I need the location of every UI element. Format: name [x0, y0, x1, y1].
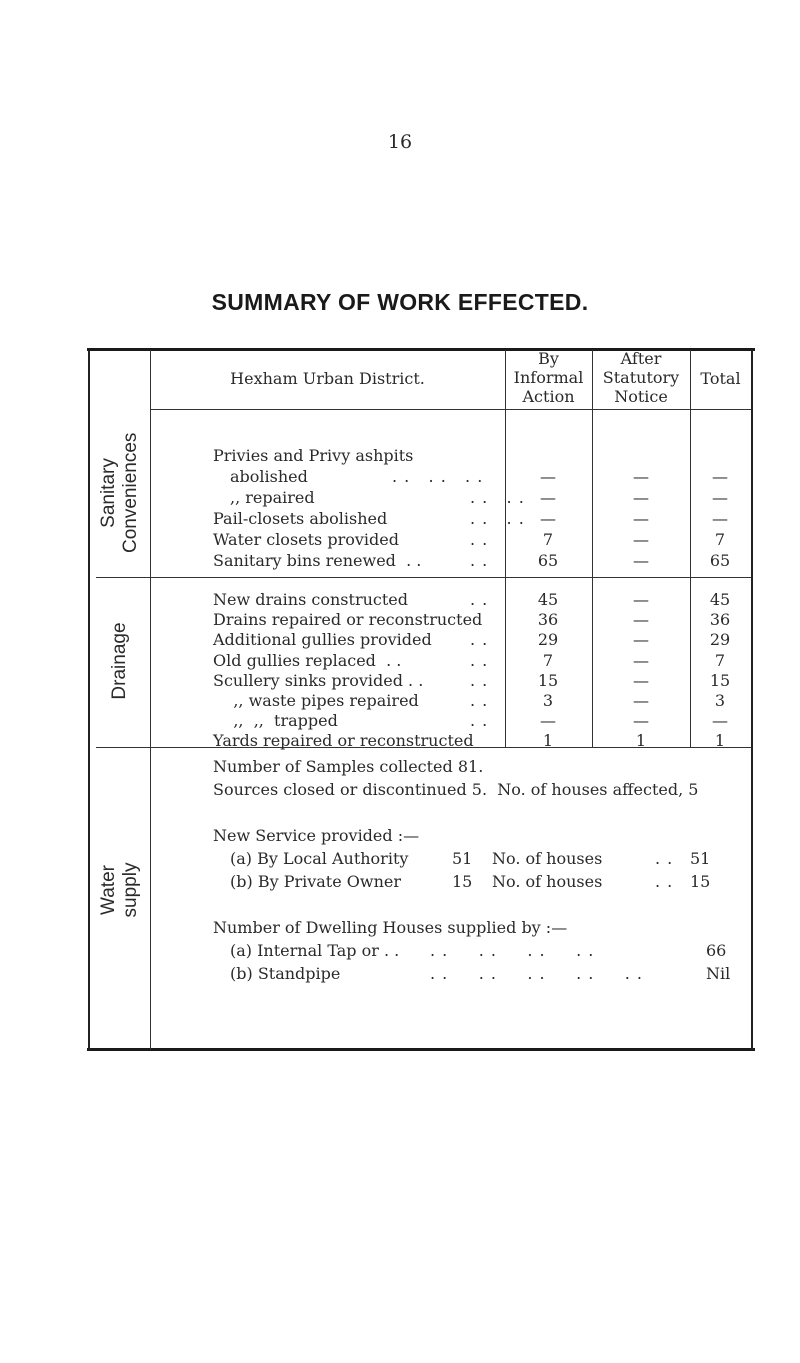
cell-total: 3	[714, 691, 726, 710]
page-number: 16	[387, 131, 413, 153]
row-leader-dots: . .	[470, 530, 489, 549]
standpipe-dots: . . . . . . . . . .	[430, 964, 644, 983]
row-leader-dots: . .	[470, 551, 489, 570]
row-label: ,, ,, trapped	[213, 711, 338, 731]
row-leader-dots: . . . . . .	[392, 467, 484, 486]
water-new-service: New Service provided :—	[213, 826, 420, 845]
cell-informal: 3	[542, 691, 554, 710]
cell-statutory: —	[633, 530, 649, 549]
cell-statutory: —	[633, 711, 649, 731]
private-owner-houses: 15	[690, 872, 711, 891]
cell-statutory: —	[633, 691, 649, 710]
cell-total: 7	[714, 650, 726, 670]
sanitary-side-label	[98, 433, 142, 553]
internal-tap-label: (a) Internal Tap or . .	[230, 941, 400, 960]
header-district: Hexham Urban District.	[230, 369, 425, 388]
cell-informal: —	[540, 488, 556, 507]
standpipe-label: (b) Standpipe	[230, 964, 341, 983]
header-informal-line-2: Informal	[513, 368, 584, 387]
header-statutory-line-1: After	[620, 349, 662, 368]
row-label: Drains repaired or reconstructed	[213, 610, 483, 630]
private-owner-houses-label: No. of houses	[492, 872, 603, 891]
water-side-label	[98, 850, 142, 930]
cell-informal: 1	[542, 731, 554, 751]
cell-statutory: —	[633, 630, 649, 650]
cell-informal: 7	[542, 650, 554, 670]
drainage-side-label: Drainage	[109, 622, 130, 700]
cell-informal: —	[540, 509, 556, 528]
row-leader-dots: . .	[470, 691, 489, 710]
internal-tap-dots: . . . . . . . .	[430, 941, 595, 960]
cell-statutory: —	[633, 650, 649, 670]
row-label: Scullery sinks provided . .	[213, 670, 424, 690]
cell-informal: 36	[537, 610, 559, 630]
row-label: ,, waste pipes repaired	[213, 691, 419, 710]
header-rule	[150, 409, 751, 410]
cell-statutory: 1	[635, 731, 647, 751]
local-authority-houses: 51	[690, 849, 711, 868]
row-label: Water closets provided	[213, 530, 399, 549]
local-authority-houses-label: No. of houses	[492, 849, 603, 868]
cell-total: 1	[714, 731, 726, 751]
cell-statutory: —	[633, 670, 649, 690]
water-dwellings: Number of Dwelling Houses supplied by :—	[213, 918, 568, 937]
row-label: ,, repaired	[230, 488, 315, 507]
cell-total: 7	[714, 530, 726, 549]
internal-tap-value: 66	[706, 941, 727, 960]
water-sources: Sources closed or discontinued 5. No. of houses affected, 5	[213, 780, 699, 799]
bottom-rule	[87, 1048, 755, 1051]
private-owner-count: 15	[452, 872, 473, 891]
row-leader-dots: . .	[470, 711, 489, 731]
water-side-label-line-2: supply	[120, 862, 141, 918]
standpipe-value: Nil	[706, 964, 731, 983]
cell-statutory: —	[633, 590, 649, 609]
row-label: Privies and Privy ashpits	[213, 446, 414, 465]
row-leader-dots: . . . .	[470, 488, 525, 507]
header-statutory-line-3: Notice	[614, 387, 668, 406]
private-owner-dots: . .	[655, 872, 674, 891]
local-authority-label: (a) By Local Authority	[230, 849, 409, 868]
cell-informal: —	[540, 467, 556, 486]
row-label: abolished	[230, 467, 308, 486]
sanitary-rule	[96, 577, 751, 578]
sanitary-side-label-line-2: Conveniences	[120, 432, 141, 553]
cell-total: 29	[709, 630, 731, 650]
header-total: Total	[700, 369, 741, 388]
header-informal-line-1: By	[538, 349, 559, 368]
local-authority-count: 51	[452, 849, 473, 868]
row-leader-dots: . . . .	[470, 509, 525, 528]
row-leader-dots: . .	[470, 650, 489, 670]
cell-statutory: —	[633, 509, 649, 528]
row-label: New drains constructed	[213, 590, 408, 609]
cell-total: —	[712, 509, 728, 528]
cell-statutory: —	[633, 610, 649, 630]
cell-informal: 7	[542, 530, 554, 549]
cell-total: 15	[709, 670, 731, 690]
header-statutory-line-2: Statutory	[602, 368, 680, 387]
cell-total: —	[712, 467, 728, 486]
cell-total: —	[712, 711, 728, 731]
cell-informal: 15	[537, 670, 559, 690]
row-label: Pail-closets abolished	[213, 509, 388, 528]
cell-informal: 65	[537, 551, 559, 570]
row-leader-dots: . .	[470, 630, 489, 650]
cell-total: —	[712, 488, 728, 507]
water-side-label-line-1: Water	[98, 865, 119, 915]
cell-total: 36	[709, 610, 731, 630]
row-label: Yards repaired or reconstructed	[213, 731, 474, 751]
row-leader-dots: . .	[470, 670, 489, 690]
cell-total: 65	[709, 551, 731, 570]
header-informal-line-3: Action	[522, 387, 575, 406]
local-authority-dots: . .	[655, 849, 674, 868]
cell-statutory: —	[633, 467, 649, 486]
cell-total: 45	[709, 590, 731, 609]
sanitary-side-label-line-1: Sanitary	[98, 458, 119, 528]
left-border	[88, 350, 90, 1050]
private-owner-label: (b) By Private Owner	[230, 872, 402, 891]
cell-statutory: —	[633, 551, 649, 570]
row-leader-dots: . .	[470, 590, 489, 609]
row-label: Additional gullies provided	[213, 630, 432, 650]
row-label: Sanitary bins renewed . .	[213, 551, 422, 570]
cell-informal: 29	[537, 630, 559, 650]
cell-statutory: —	[633, 488, 649, 507]
cell-informal: —	[540, 711, 556, 731]
row-label: Old gullies replaced . .	[213, 650, 402, 670]
page-title: SUMMARY OF WORK EFFECTED.	[211, 289, 589, 315]
water-samples: Number of Samples collected 81.	[213, 757, 484, 776]
header-informal	[505, 349, 592, 406]
header-statutory	[592, 349, 690, 406]
cell-informal: 45	[537, 590, 559, 609]
col-divider-side	[150, 350, 151, 1050]
